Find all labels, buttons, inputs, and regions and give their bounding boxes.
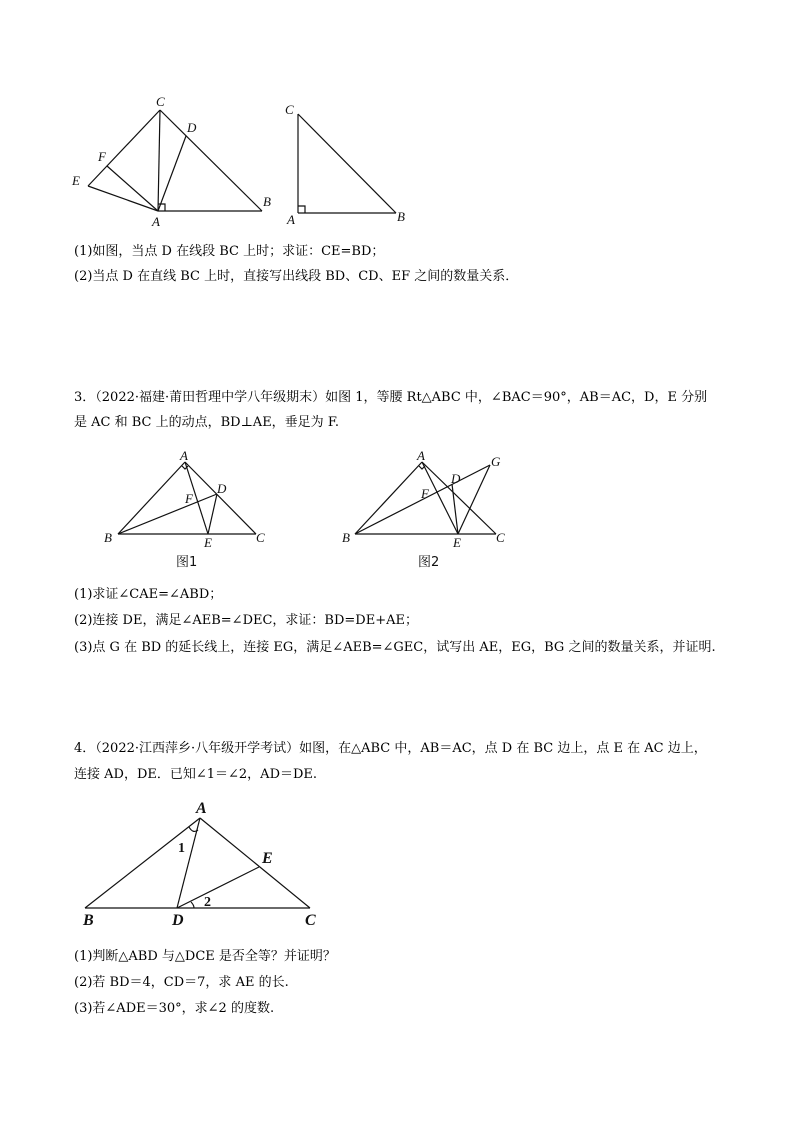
label-B: B [83,912,94,929]
label-B: B [397,209,405,224]
label-E: E [453,535,461,550]
q4-stem-line-2: 连接 AD，DE．已知∠1＝∠2，AD＝DE. [74,767,318,782]
q3-figure-1 [100,450,280,575]
q3-part-2: (2)连接 DE，满足∠AEB=∠DEC，求证：BD=DE+AE； [74,613,418,628]
label-A: A [287,212,295,227]
label-A: A [196,800,207,817]
caption-fig2: 图2 [418,555,440,570]
q3-part-1: (1)求证∠CAE=∠ABD； [74,587,223,602]
right-angle-mark [298,206,305,213]
label-D: D [217,481,227,496]
label-G: G [491,454,501,469]
seg-CB [160,110,262,211]
q2-figure-2 [280,100,420,230]
seg-FA [107,166,158,211]
seg-AC [200,818,310,908]
label-C: C [156,94,165,109]
label-F: F [421,486,429,501]
q3-stem-line-1: 3．（2022·福建·莆田哲理中学八年级期末）如图 1，等腰 Rt△ABC 中，∠BAC＝90°，AB＝AC，D，E 分别 [74,390,708,405]
seg-AB [118,462,185,534]
q4-part-3: (3)若∠ADE＝30°，求∠2 的度数. [74,1001,275,1016]
seg-AB [355,462,422,534]
label-angle-2: 2 [204,895,211,910]
seg-CA [158,110,160,211]
label-C: C [256,530,265,545]
q2-figure-1 [60,95,290,235]
q4-part-1: (1)判断△ABD 与△DCE 是否全等？并证明？ [74,949,336,964]
label-E: E [204,535,212,550]
seg-DE [452,484,458,534]
seg-AC [185,462,256,534]
label-A: A [180,448,188,463]
q2-part-1: (1)如图，当点 D 在线段 BC 上时；求证：CE=BD； [74,244,385,259]
label-A: A [152,214,160,229]
seg-AB [85,818,200,908]
q4-stem-line-1: 4．（2022·江西萍乡·八年级开学考试）如图，在△ABC 中，AB＝AC，点 D 在 BC 边上，点 E 在 AC 边上， [74,741,707,756]
seg-CB [298,114,396,213]
label-C: C [496,530,505,545]
q4-part-2: (2)若 BD＝4，CD＝7，求 AE 的长. [74,975,289,990]
label-F: F [98,149,106,164]
caption-fig1: 图1 [176,555,198,570]
seg-DE [208,494,217,534]
seg-DE [177,867,259,908]
label-E: E [262,850,273,867]
label-angle-1: 1 [178,841,185,856]
q4-figure [75,790,345,930]
label-D: D [451,471,461,486]
label-A: A [417,448,425,463]
seg-EA [88,186,158,211]
label-B: B [104,530,112,545]
label-B: B [342,530,350,545]
angle-2-arc [191,902,194,908]
seg-EC [88,110,160,186]
label-D: D [187,120,197,135]
label-B: B [263,194,271,209]
label-C: C [305,912,316,929]
label-F: F [185,491,193,506]
q3-part-3: (3)点 G 在 BD 的延长线上，连接 EG，满足∠AEB=∠GEC，试写出 AE，EG，BG 之间的数量关系，并证明. [74,640,716,655]
q3-stem-line-2: 是 AC 和 BC 上的动点，BD⊥AE，垂足为 F. [74,415,339,430]
seg-AD [158,136,186,211]
label-E: E [72,173,80,188]
q2-part-2: (2)当点 D 在直线 BC 上时，直接写出线段 BD、CD、EF 之间的数量关系． [74,269,519,284]
q3-figure-2 [340,450,520,575]
label-C: C [285,102,294,117]
right-angle-mark [419,466,425,469]
label-D: D [172,912,184,929]
